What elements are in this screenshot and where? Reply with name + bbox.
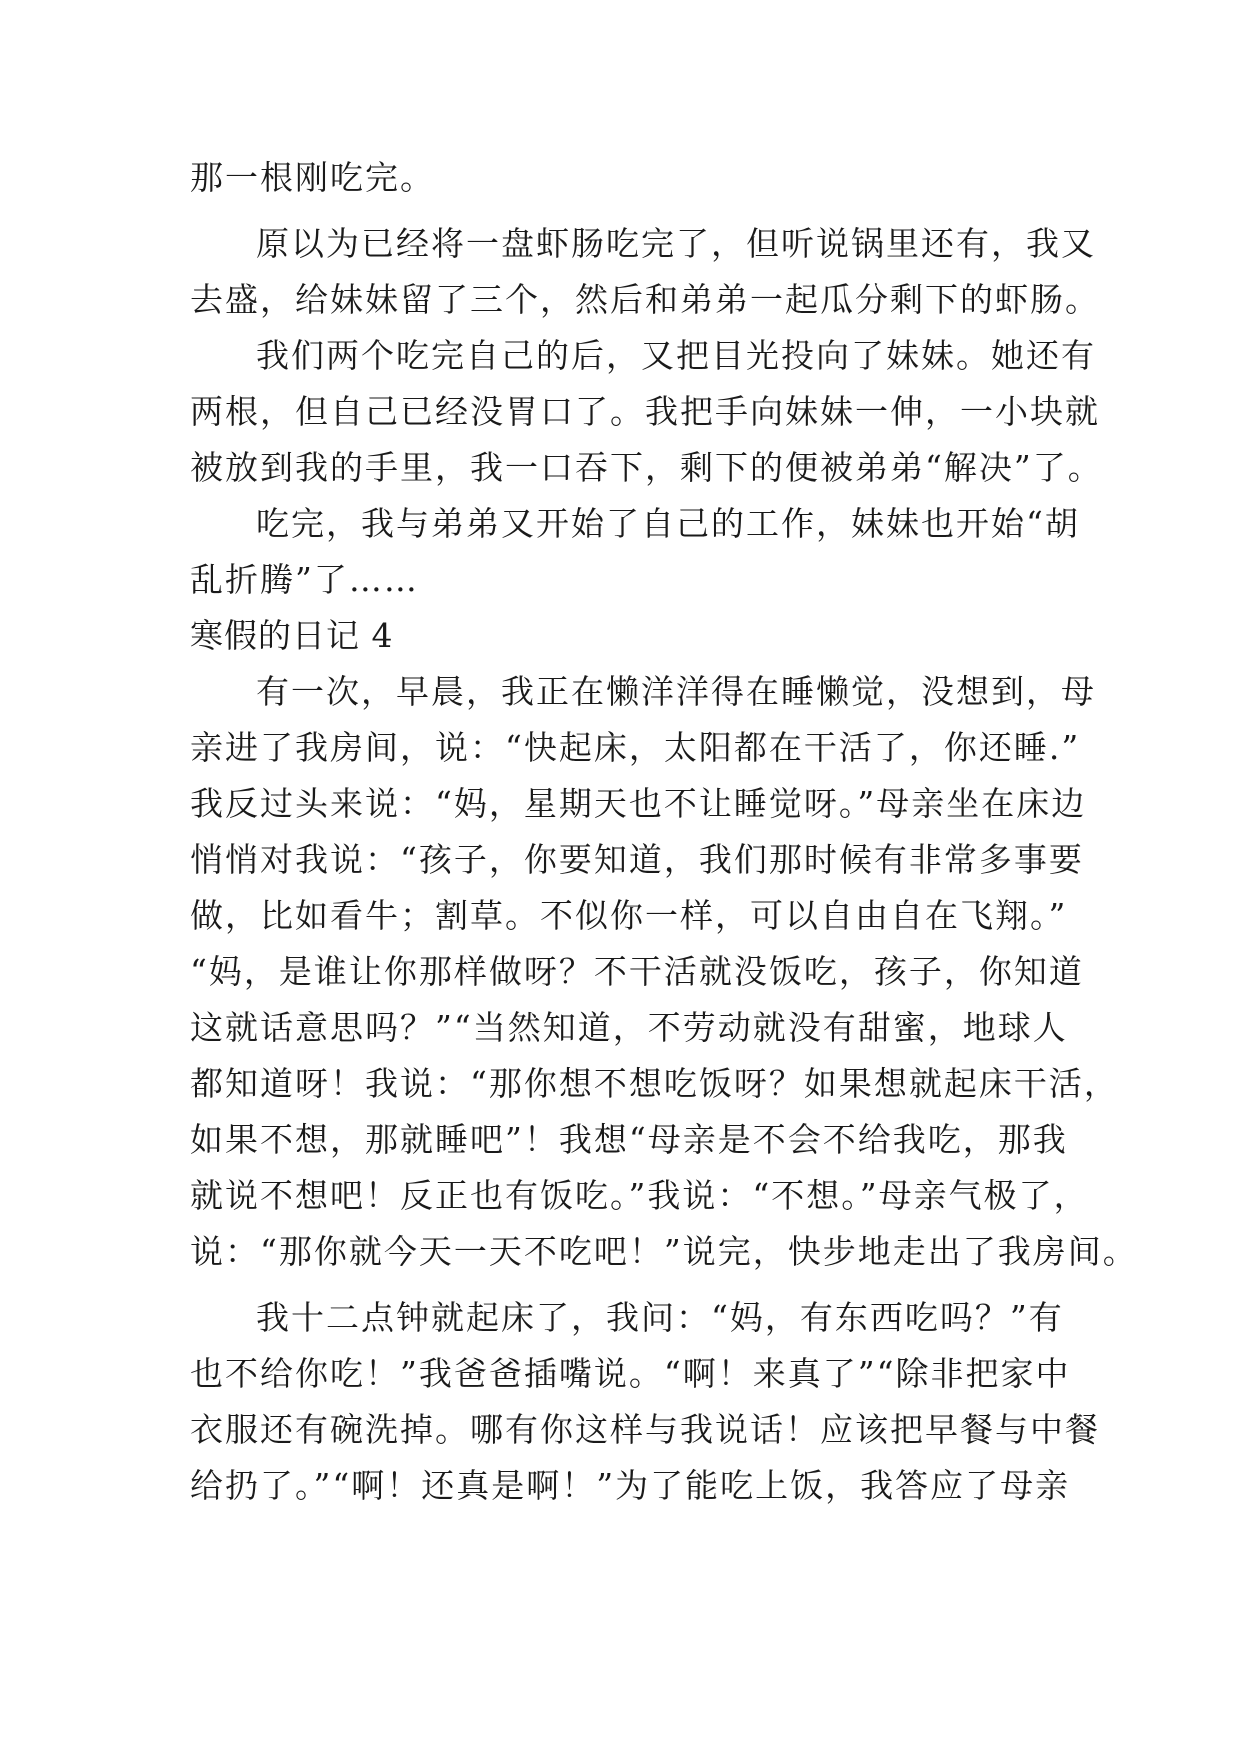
paragraph-first-line: 我们两个吃完自己的后，又把目光投向了妹妹。她还有 bbox=[256, 336, 1096, 375]
text-line: 如果不想，那就睡吧”！我想“母亲是不会不给我吃，那我 bbox=[190, 1120, 1068, 1159]
text-line: 做，比如看牛；割草。不似你一样，可以自由自在飞翔。” bbox=[190, 896, 1068, 935]
text-line: 也不给你吃！”我爸爸插嘴说。“啊！来真了”“除非把家中 bbox=[190, 1354, 1071, 1393]
text-line: 亲进了我房间，说：“快起床，太阳都在干活了，你还睡.” bbox=[190, 728, 1081, 767]
paragraph-first-line: 有一次，早晨，我正在懒洋洋得在睡懒觉，没想到，母 bbox=[256, 672, 1096, 711]
text-line: 被放到我的手里，我一口吞下，剩下的便被弟弟“解决”了。 bbox=[190, 448, 1103, 487]
text-line: 去盛，给妹妹留了三个，然后和弟弟一起瓜分剩下的虾肠。 bbox=[190, 280, 1100, 319]
paragraph-first-line: 原以为已经将一盘虾肠吃完了，但听说锅里还有，我又 bbox=[256, 224, 1096, 263]
text-line: 就说不想吧！反正也有饭吃。”我说：“不想。”母亲气极了， bbox=[190, 1176, 1089, 1215]
text-line: 两根，但自己已经没胃口了。我把手向妹妹一伸，一小块就 bbox=[190, 392, 1100, 431]
text-line: 乱折腾”了…… bbox=[190, 560, 419, 599]
section-heading: 寒假的日记 4 bbox=[190, 616, 394, 655]
text-line: 我反过头来说：“妈，星期天也不让睡觉呀。”母亲坐在床边 bbox=[190, 784, 1087, 823]
text-line: 那一根刚吃完。 bbox=[190, 158, 435, 197]
text-line: 悄悄对我说：“孩子，你要知道，我们那时候有非常多事要 bbox=[190, 840, 1084, 879]
text-line: 给扔了。”“啊！还真是啊！”为了能吃上饭，我答应了母亲 bbox=[190, 1466, 1071, 1505]
text-line: “妈，是谁让你那样做呀？不干活就没饭吃，孩子，你知道 bbox=[190, 952, 1084, 991]
text-line: 说：“那你就今天一天不吃吧！”说完，快步地走出了我房间。 bbox=[190, 1232, 1138, 1271]
text-line: 衣服还有碗洗掉。哪有你这样与我说话！应该把早餐与中餐 bbox=[190, 1410, 1100, 1449]
paragraph-first-line: 我十二点钟就起床了，我问：“妈，有东西吃吗？”有 bbox=[256, 1298, 1064, 1337]
paragraph-first-line: 吃完，我与弟弟又开始了自己的工作，妹妹也开始“胡 bbox=[256, 504, 1080, 543]
text-line: 这就话意思吗？”“当然知道，不劳动就没有甜蜜，地球人 bbox=[190, 1008, 1068, 1047]
text-line: 都知道呀！我说：“那你想不想吃饭呀？如果想就起床干活， bbox=[190, 1064, 1119, 1103]
